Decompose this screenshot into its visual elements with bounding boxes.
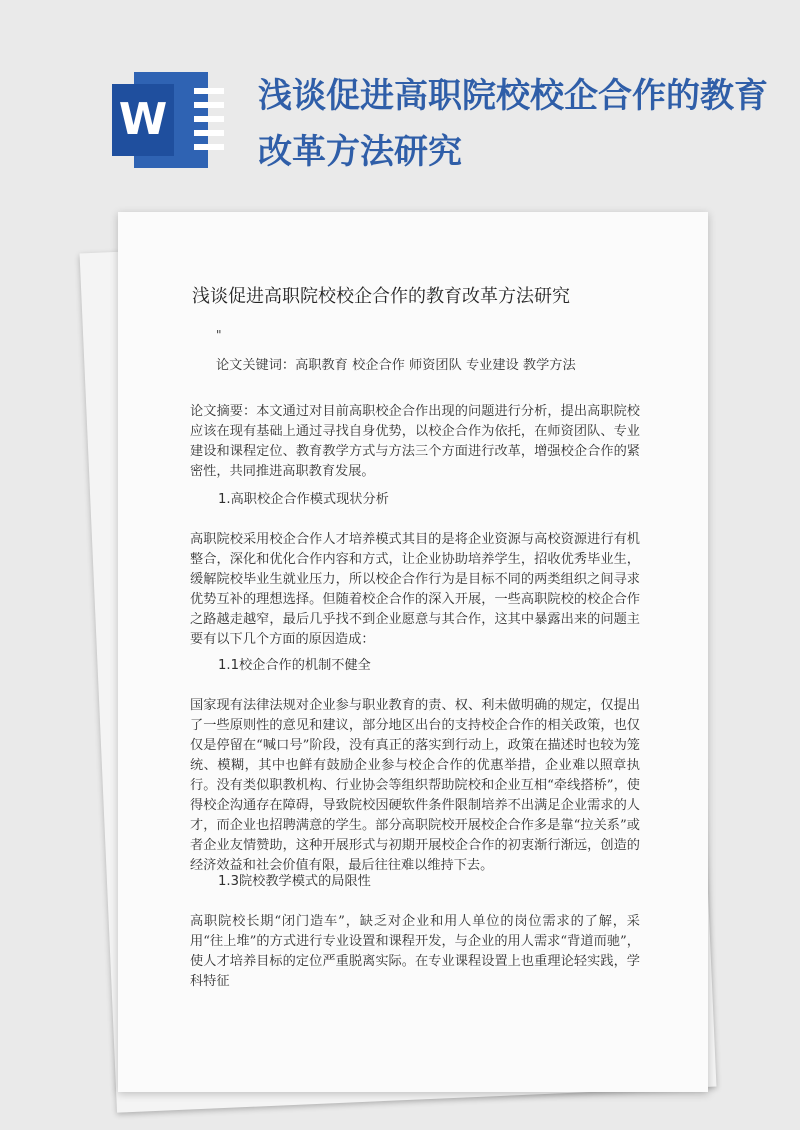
abstract-paragraph: 论文摘要：本文通过对目前高职校企合作出现的问题进行分析，提出高职院校应该在现有基础上通过寻找自身优势，以校企合作为依托，在师资团队、专业建设和课程定位、教育教学方式与方法三个方面进行改革，增强校企合作的紧密性，共同推进高职教育发展。 (190, 404, 640, 479)
section-1-3-heading: 1.3院校教学模式的局限性 (218, 874, 371, 889)
section-1-1-heading: 1.1校企合作的机制不健全 (218, 658, 371, 673)
section-1-heading: 1.高职校企合作模式现状分析 (218, 492, 389, 507)
stray-mark: " (216, 328, 222, 342)
keywords-line: 论文关键词：高职教育 校企合作 师资团队 专业建设 教学方法 (216, 358, 576, 373)
word-app-icon (112, 72, 212, 168)
document-page (118, 212, 708, 1092)
document-title: 浅谈促进高职院校校企合作的教育改革方法研究 (192, 286, 570, 307)
word-letter-icon: W (112, 84, 174, 156)
section-1-3-paragraph: 高职院校长期“闭门造车”，缺乏对企业和用人单位的岗位需求的了解，采用“往上堆”的方式进行专业设置和课程开发，与企业的用人需求“背道而驰”，使人才培养目标的定位严重脱离实际。在专业课程设置上也重理论轻实践，学科特征 (190, 914, 640, 989)
section-1-1-paragraph: 国家现有法律法规对企业参与职业教育的责、权、利未做明确的规定，仅提出了一些原则性的意见和建议，部分地区出台的支持校企合作的相关政策，也仅仅是停留在“喊口号”阶段，没有真正的落实到行动上，政策在描述时也较为笼统、模糊，其中也鲜有鼓励企业参与校企合作的优惠举措，企业难以照章执行。没有类似职教机构、行业协会等组织帮助院校和企业互相“牵线搭桥”，使得校企沟通存在障碍，导致院校因硬软件条件限制培养不出满足企业需求的人才，而企业也招聘满意的学生。部分高职院校开展校企合作多是靠“拉关系”或者企业友情赞助，这种开展形式与初期开展校企合作的初衷渐行渐远，创造的经济效益和社会价值有限，最后往往难以维持下去。 (190, 698, 640, 873)
section-1-paragraph: 高职院校采用校企合作人才培养模式其目的是将企业资源与高校资源进行有机整合，深化和优化合作内容和方式，让企业协助培养学生，招收优秀毕业生，缓解院校毕业生就业压力，所以校企合作行为是目标不同的两类组织之间寻求优势互补的理想选择。但随着校企合作的深入开展，一些高职院校的校企合作之路越走越窄，最后几乎找不到企业愿意与其合作，这其中暴露出来的问题主要有以下几个方面的原因造成： (190, 532, 640, 647)
banner-title: 浅谈促进高职院校校企合作的教育改革方法研究 (258, 76, 768, 172)
